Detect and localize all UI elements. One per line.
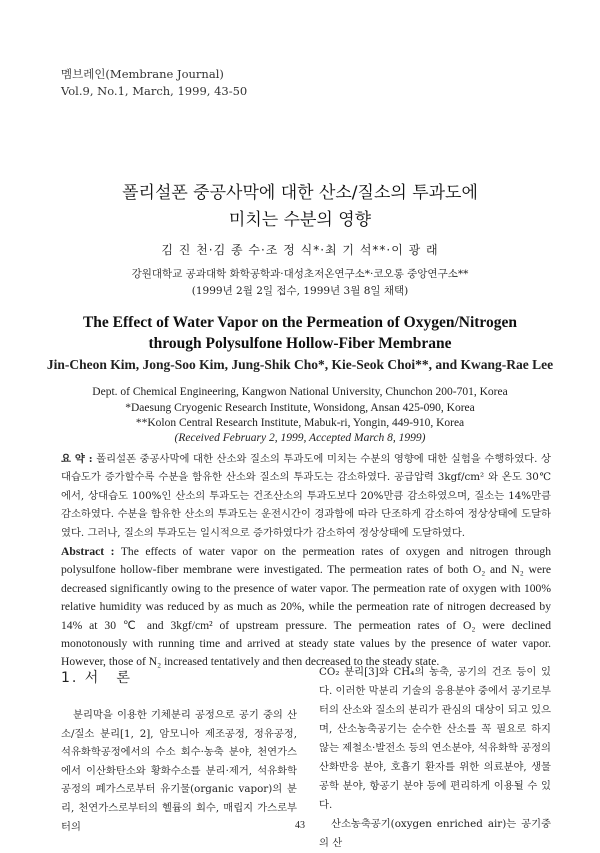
left-column-body (61, 706, 297, 836)
journal-name: 멤브레인(Membrane Journal) (61, 67, 224, 81)
english-abstract (61, 543, 551, 672)
korean-title-line2: 미치는 수분의 영향 (228, 210, 372, 230)
korean-abstract-text: 폴리설폰 중공사막에 대한 산소와 질소의 투과도에 미치는 수분의 영향에 대한 실험을 수행하였다. 상대습도가 증가할수록 수분을 함유한 산소와 질소의 투과도는 감소하였다. 공급압력 3kgf/cm² 와 온도 30℃에서, 상대습도 100%인 산소의 투과도는 건조산소의 투과도보다 20%만큼 감소하였으며, 질소는 14%만큼 감소하였다. 수분을 함유한 산소의 투과도는 운전시간이 경과함에 따라 단조하게 감소하여 정상상태에 도달하였다. 그러나, 질소의 투과도는 일시적으로 증가하였다가 감소하여 정상상태에 도달하였다. (61, 453, 551, 539)
english-authors: Jin-Cheon Kim, Jong-Soo Kim, Jung-Shik Cho*, Kie-Seok Choi**, and Kwang-Rae Lee (46, 357, 554, 372)
korean-abstract (61, 450, 551, 542)
korean-abstract-label: 요 약 : (61, 453, 93, 465)
english-received-dates: (Received February 2, 1999, Accepted March 8, 1999) (174, 432, 426, 444)
english-affiliation-2: *Daesung Cryogenic Research Institute, Wonsidong, Ansan 425-090, Korea (125, 402, 475, 414)
english-abstract-text: The effects of water vapor on the permeation rates of oxygen and nitrogen through polysulfone hollow-fiber membrane were investigated. The permeation rates of both O₂ and N₂ were decreased significantly owing to the presence of water vapor. The permeation rate of oxygen with 100% relative humidity was reduced by as much as 20%, while the permeation rate of nitrogen decreased by 14% at 30 ℃ and 3kgf/cm² of upstream pressure. The permeation rates of O₂ were declined monotonously with running time and arrived at steady state values by the presence of water vapor. However, those of N₂ increased tentatively and then decreased to the steady state. (61, 545, 551, 669)
korean-title-line1: 폴리설폰 중공사막에 대한 산소/질소의 투과도에 (122, 183, 478, 203)
english-title-line2: through Polysulfone Hollow-Fiber Membrane (148, 335, 452, 352)
journal-issue: Vol.9, No.1, March, 1999, 43-50 (61, 84, 248, 98)
english-abstract-label: Abstract : (61, 545, 115, 558)
intro-paragraph-left: 분리막을 이용한 기체분리 공정으로 공기 중의 산소/질소 분리[1, 2], 암모니아 제조공정, 정유공정, 석유화학공정에서의 수소 회수·농축 분야, 천연가스에서 이산화탄소와 황화수소를 분리·제거, 석유화학공정의 폐가스로부터 유기물(organic vapor)의 분리, 천연가스로부터의 헬륨의 회수, 매립지 가스로부터의 (61, 709, 297, 833)
english-affiliation-1: Dept. of Chemical Engineering, Kangwon National University, Chunchon 200-701, Korea (92, 386, 508, 398)
english-affiliation-3: **Kolon Central Research Institute, Mabuk-ri, Yongin, 449-910, Korea (135, 417, 465, 429)
intro-paragraph-right-2: 산소농축공기(oxygen enriched air)는 공기중의 산 (319, 818, 551, 849)
korean-affiliation: 강원대학교 공과대학 화학공학과·대성초저온연구소*·코오롱 중앙연구소** (131, 268, 469, 280)
korean-dates: (1999년 2월 2일 접수, 1999년 3월 8일 채택) (191, 285, 409, 297)
korean-authors: 김 진 천·김 종 수·조 정 식*·최 기 석**·이 광 래 (161, 243, 439, 257)
intro-paragraph-right-1: CO₂ 분리[3]와 CH₄의 농축, 공기의 건조 등이 있다. 이러한 막분리 기술의 응용분야 중에서 공기로부터의 산소와 질소의 분리가 관심의 대상이 되고 있으며, 산소농축공기는 순수한 산소를 꼭 필요로 하지 않는 제철소·발전소 등의 연소분야, 석유화학 공정의 산화반응 분야, 호흡기 환자를 위한 의료분야, 생물공학 분야, 항공기 분야 등에 편리하게 이용될 수 있다. (319, 666, 551, 811)
journal-header (61, 66, 247, 100)
section-heading-introduction: 1. 서 론 (61, 670, 132, 686)
english-title-line1: The Effect of Water Vapor on the Permeation of Oxygen/Nitrogen (82, 314, 518, 331)
page-number: 43 (295, 820, 305, 831)
